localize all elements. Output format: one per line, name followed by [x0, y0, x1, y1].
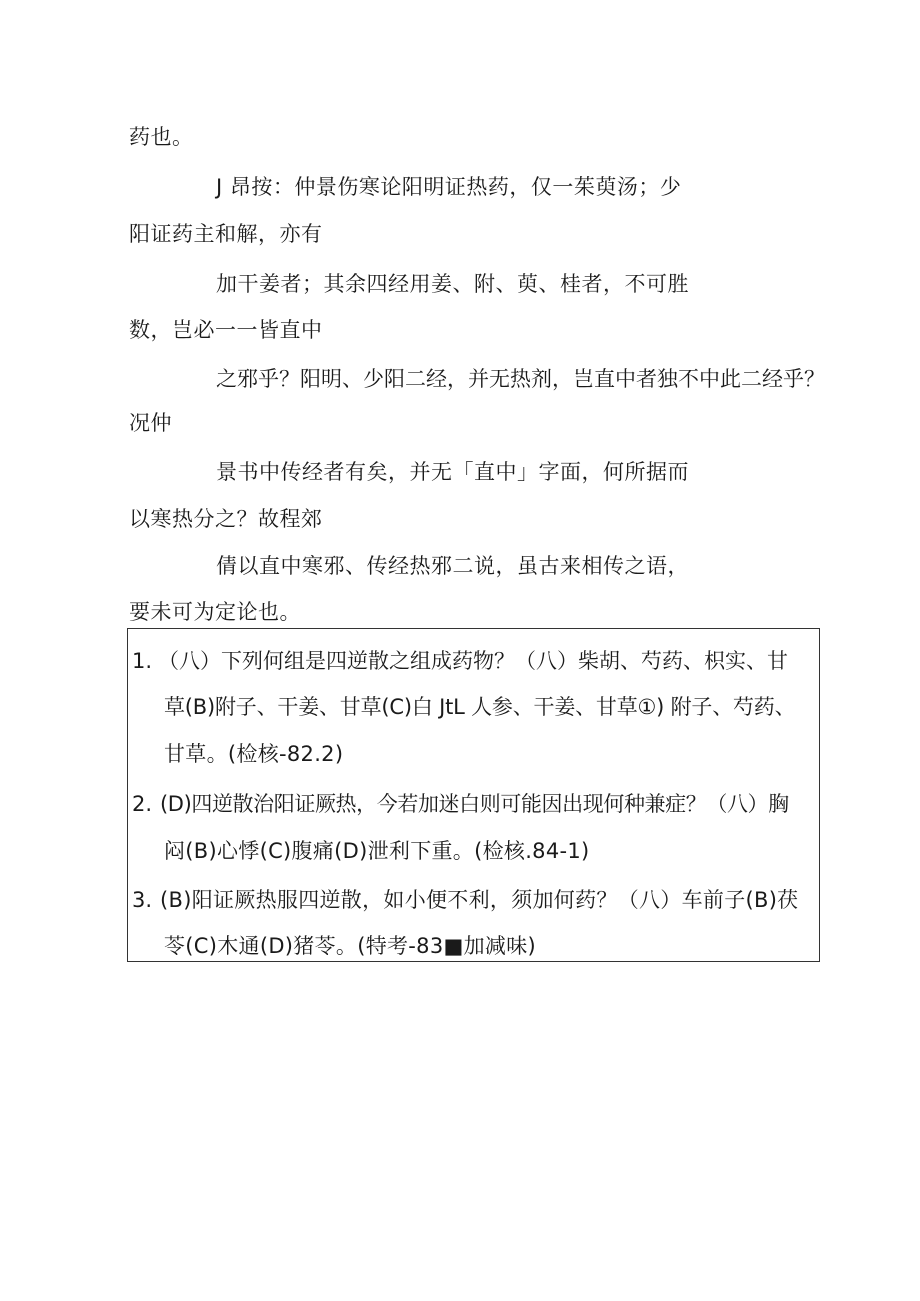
paragraph-line: 药也。	[129, 125, 194, 149]
question-text: (D)四逆散治阳证厥热，今若加迷白则可能因出现何种兼症？（八）胸	[160, 792, 789, 816]
paragraph-line: 要未可为定论也。	[129, 600, 301, 624]
paragraph-line: 景书中传经者有矣，并无「直中」字面，何所据而	[216, 460, 689, 484]
question-text: （八）下列何组是四逆散之组成药物？（八）柴胡、芍药、枳实、甘	[158, 649, 788, 673]
question-text: 闷(B)心悸(C)腹痛(D)泄利下重。(检核.84-1)	[164, 839, 590, 863]
question-number: 1.	[132, 649, 153, 673]
question-text: (B)阳证厥热服四逆散，如小便不利，须加何药？（八）车前子(B)茯	[160, 888, 799, 912]
question-text: 苓(C)木通(D)猪苓。(特考-83■加减味)	[164, 934, 537, 958]
paragraph-line: 倩以直中寒邪、传经热邪二说，虽古来相传之语，	[216, 554, 689, 578]
paragraph-line: 数，岂必一一皆直中	[129, 318, 323, 342]
question-number: 3.	[132, 888, 153, 912]
paragraph-line: 加干姜者；其余四经用姜、附、萸、桂者，不可胜	[216, 272, 689, 296]
paragraph-line: 阳证药主和解，亦有	[129, 222, 323, 246]
paragraph-line: 之邪乎？阳明、少阳二经，并无热剂，岂直中者独不中此二经乎？	[216, 367, 825, 391]
paragraph-line: 以寒热分之？故程郊	[129, 507, 323, 531]
question-text: 草(B)附子、干姜、甘草(C)白 JtL 人参、干姜、甘草①) 附子、芍药、	[164, 695, 796, 719]
question-text: 甘草。(检核-82.2)	[164, 742, 344, 766]
paragraph-line: J 昂按：仲景伤寒论阳明证热药，仅一茱萸汤；少	[216, 175, 682, 199]
question-number: 2.	[132, 792, 153, 816]
paragraph-line: 况仲	[129, 411, 172, 435]
question-box	[127, 628, 820, 962]
